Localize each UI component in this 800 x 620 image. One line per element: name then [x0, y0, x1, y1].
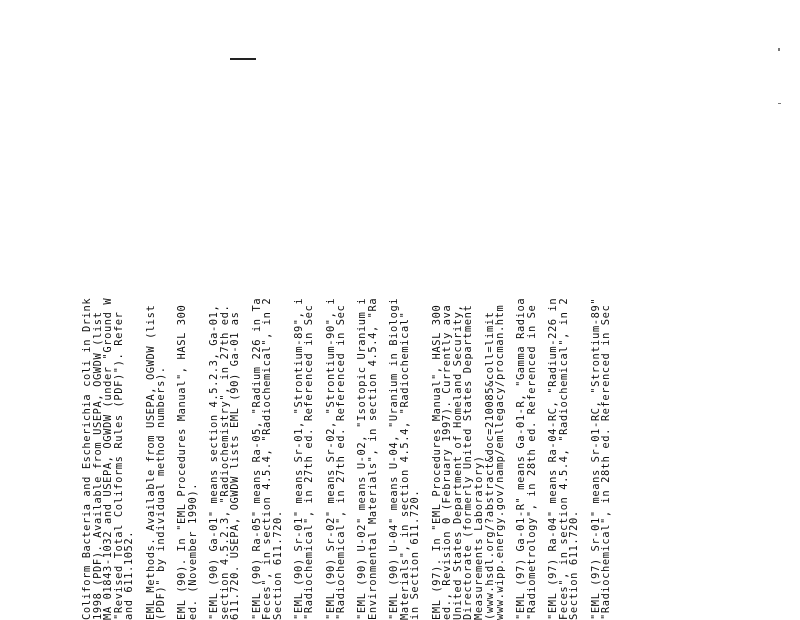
text-line: "EML (90) Ra-05" means Ra-05, "Radium 226 in Ta [250, 297, 263, 620]
paragraph [294, 0, 315, 620]
text-line: (www.hsdl.org/?abstract&doc=210085&coll=limit [483, 311, 496, 620]
text-line: "EML (97) Ra-04" means Ra-04-RC, "Radium-226 in [547, 297, 560, 620]
scan-mark-top [778, 48, 780, 51]
paragraph [357, 0, 378, 620]
text-line: Feces", in section 4.5.4, "Radiochemical", in 2 [557, 297, 570, 620]
text-line: MA 01843-1032 and USEPA, OGWDW (under "Ground W [102, 297, 115, 620]
text-line: (PDF)" by individual method numbers). [155, 366, 168, 620]
text-line: section 4.5.2.3, "Radiochemistry", in 27th ed. [218, 304, 231, 620]
text-line: "Radiochemical", in 27th ed. Referenced in Sec [303, 304, 316, 620]
text-line: EML Methods. Available from USEPA, OGWDW (list [144, 304, 157, 620]
text-line: "Radiochemical", in 27th ed. Referenced in Sec [335, 304, 348, 620]
text-line: Section 611.720. [568, 510, 581, 620]
text-line: www.wipp.energy.gov/namp/emllegacy/procman.htm [494, 304, 507, 620]
paragraph [591, 0, 612, 620]
text-line: "Radiometrology", in 28th ed. Referenced in Se [525, 304, 538, 620]
text-line: 1998 (PDF). Available from USEPA, OGWDW (list [91, 311, 104, 620]
paragraph [209, 0, 241, 620]
text-line: ed. (November 1990). [186, 482, 199, 620]
text-line: Section 611.720. [271, 510, 284, 620]
text-line: Directorate (formerly United States Department [462, 304, 475, 620]
paragraph [82, 0, 135, 620]
paragraph [177, 0, 198, 620]
text-line: "Radiochemical", in 28th ed. Referenced in Sec [600, 304, 613, 620]
text-line: "EML (90) Sr-02" means Sr-02, "Strontium-90", i [324, 297, 337, 620]
text-line: "EML (97) Ga-01-R" means Ga-01-R, "Gamma Radioa [515, 297, 528, 620]
text-line: Materials", in section 4.5.4, "Radiochemical" [398, 311, 411, 620]
text-line: "EML (90) Sr-01" means Sr-01, "Strontium-89", i [292, 297, 305, 620]
text-line: and 611.1052. [123, 530, 136, 620]
text-line: EML (97). In "EML Procedures Manual", HASL 300 [430, 304, 443, 620]
text-line: "EML (90) U-02" means U-02, "Isotopic Uranium i [356, 297, 369, 620]
text-line: Feces", in section 4.5.4, "Radiochemical", in 2 [261, 297, 274, 620]
text-line: "EML (90) Ga-01" means section 4.5.2.3, Ga-01, [208, 304, 221, 620]
text-line: ed., Revision 0 (February 1997). Currently ava [441, 304, 454, 620]
text-line: "Revised Total Coliforms Rules (PDF)"). Refer [112, 311, 125, 620]
text-line: EML (90). In "EML Procedures Manual", HASL 300 [176, 304, 189, 620]
text-line: Coliform Bacteria and Escherichia coli in Drink [81, 297, 93, 620]
text-line: "EML (90) U-04" means U-04, "Uranium in Biologi [388, 297, 401, 620]
paragraph [326, 0, 347, 620]
rotated-text-block [82, 0, 622, 620]
paragraph [146, 0, 167, 620]
paragraph [516, 0, 537, 620]
text-line: Environmental Materials", in section 4.5.4, "Ra [367, 297, 380, 620]
text-line: in Section 611.720. [409, 489, 422, 620]
text-line: 611.720. USEPA, OGWDW lists EML (90) Ga-01 as [229, 311, 242, 620]
text-line: Measurements Laboratory) [472, 455, 485, 620]
paragraph [389, 0, 421, 620]
scan-mark-bottom [778, 103, 781, 104]
paragraph [252, 0, 284, 620]
text-line: United States Department of Homeland Security, [451, 304, 464, 620]
paragraph [548, 0, 580, 620]
text-line: "EML (97) Sr-01" means Sr-01-RC, "Strontium-89" [589, 297, 602, 620]
paragraph [432, 0, 506, 620]
